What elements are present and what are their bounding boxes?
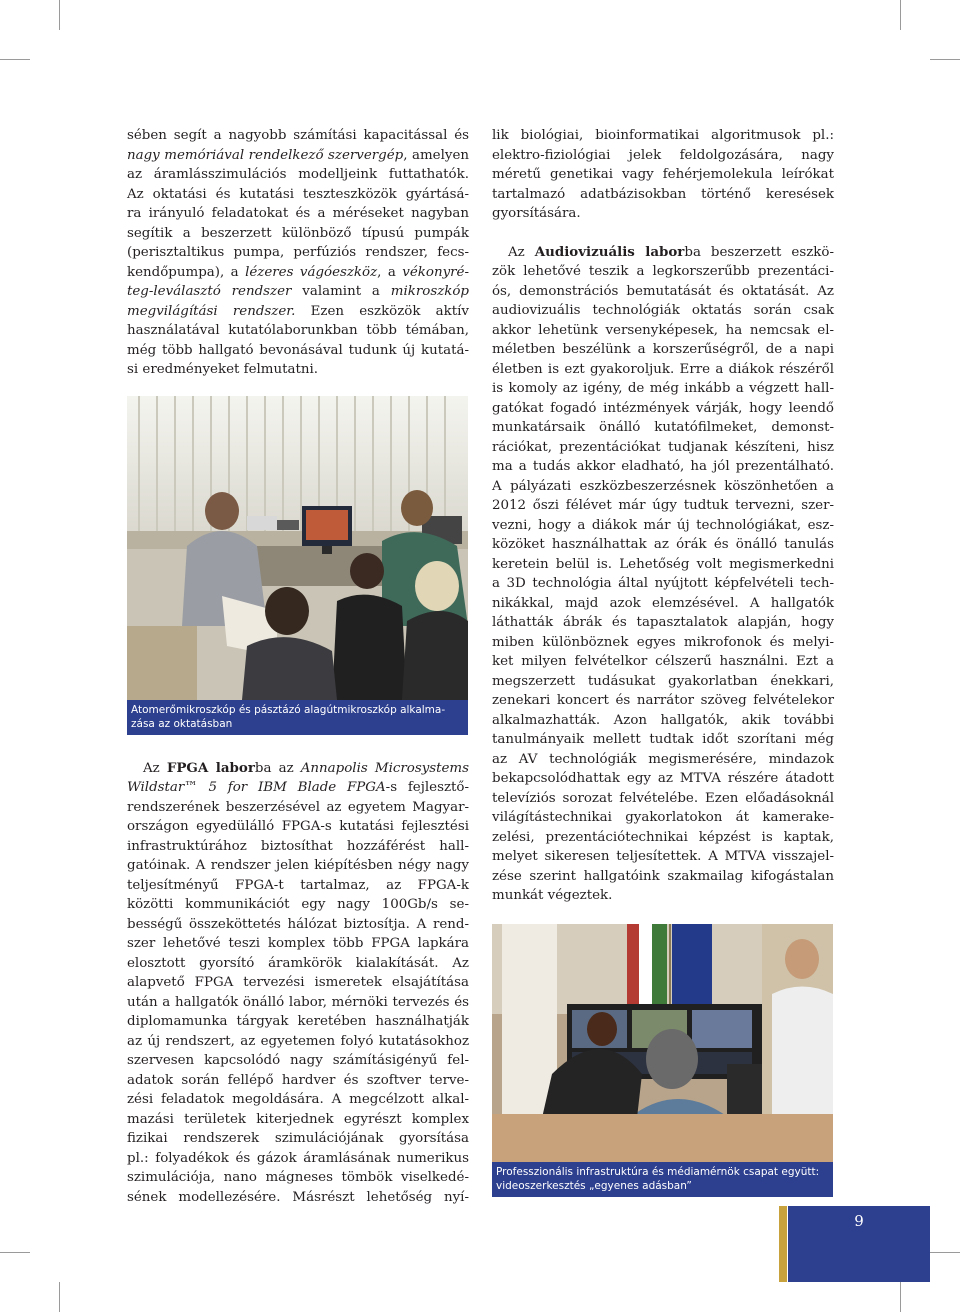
text-line	[127, 954, 469, 974]
text-segment: nikákkal, majd azok elemzésével. A hallgatók	[492, 595, 834, 611]
text-line	[127, 876, 469, 896]
text-line	[492, 750, 834, 770]
text-segment: rendszerének beszerzésével az egyetem Magyar-	[127, 799, 469, 815]
text-segment: is komoly az igény, de még inkább a végzett hall-	[492, 381, 834, 396]
right-column	[492, 126, 834, 1197]
text-segment: segítik a beszerzett különböző típusú pumpák	[127, 225, 469, 241]
text-segment: az AV technológiák megismerésére, mindazok	[492, 751, 834, 767]
text-segment: akkor lehetünk versenyképesek, ha nemcsak el-	[492, 322, 834, 338]
text-line	[127, 1032, 469, 1052]
text-segment: megszerzett tudásukat gyakorlatban énekkari,	[492, 673, 834, 689]
crop-mark-top-right-h	[930, 59, 960, 60]
text-line	[127, 1071, 469, 1091]
text-segment: életben is ezt gyakoroljuk. Erre a diákok részéről	[492, 361, 834, 377]
text-segment: gatókat fogadó intézmények várják, hogy leendő	[492, 400, 834, 416]
italic-text: vékonyré-	[402, 264, 469, 280]
text-line	[492, 594, 834, 614]
text-line	[127, 915, 469, 935]
text-segment: munkát végeztek.	[492, 888, 613, 903]
text-line	[492, 301, 834, 321]
text-segment: ket milyen felvételkor célszerű használni. Ezt a	[492, 654, 834, 669]
text-line	[492, 204, 834, 224]
text-line	[127, 1168, 469, 1188]
text-line	[127, 146, 469, 166]
text-line	[127, 934, 469, 954]
text-line	[492, 769, 834, 789]
text-segment: fizikai rendszerek szimulációjának gyorsítása	[127, 1131, 469, 1146]
text-line	[492, 321, 834, 341]
text-segment: gyorsítására.	[492, 206, 581, 221]
text-segment: szer lehetővé teszi komplex több FPGA lapkára	[127, 936, 469, 951]
crop-mark-bottom-right-h	[930, 1252, 960, 1253]
text-segment: ós, demonstrációs bemutatását és oktatását. Az	[492, 283, 834, 299]
text-line	[492, 535, 834, 555]
text-line	[127, 1129, 469, 1149]
text-line	[492, 126, 834, 146]
left-column	[127, 126, 469, 1207]
text-line	[127, 243, 469, 263]
text-segment: 2012 őszi félévet már úgy tudtuk tervezni, szer-	[492, 498, 834, 513]
text-line	[492, 867, 834, 887]
bold-text: FPGA labor	[166, 759, 255, 776]
text-segment: Ezen eszközök aktív	[295, 303, 469, 319]
text-line	[492, 360, 834, 380]
text-line	[127, 798, 469, 818]
text-line	[127, 321, 469, 341]
text-line	[492, 555, 834, 575]
text-segment: diplomamunka tárgyak keretében használhatják	[127, 1014, 469, 1029]
text-segment: közötti kommunikációt egy nagy 100Gb/s se-	[127, 897, 469, 912]
text-line	[127, 837, 469, 857]
text-line	[492, 711, 834, 731]
av-photo-caption	[492, 1162, 833, 1197]
text-segment: méletben beszélünk a korszerűségről, de a napi	[492, 342, 834, 357]
text-line	[492, 340, 834, 360]
crop-mark-bottom-left-h	[0, 1252, 30, 1253]
text-segment: vezni, hogy a diákok már új technológiákat, esz-	[492, 517, 834, 533]
text-line	[127, 817, 469, 837]
text-line	[127, 224, 469, 244]
text-segment: ba az	[254, 760, 301, 776]
crop-mark-top-left-h	[0, 59, 30, 60]
text-segment: zési feladatok megoldására. A megcélzott alkal-	[127, 1092, 469, 1107]
text-segment: az új rendszert, az egyetemen folyó kutatásokhoz	[127, 1033, 469, 1049]
italic-text: lézeres vágóeszköz	[245, 264, 378, 280]
text-segment: kendőpumpa), a	[127, 264, 246, 280]
text-line	[492, 438, 834, 458]
av-studio-photo	[492, 924, 833, 1162]
text-line	[492, 185, 834, 205]
text-segment: bességű összeköttetés hálózat biztosítja. A rend-	[127, 916, 469, 932]
text-line	[492, 574, 834, 594]
text-segment: tanulmányaik mellett tudtak időt szorítani még	[492, 732, 834, 747]
text-segment: mazási területek kiterjednek egyrészt komplex	[127, 1111, 469, 1127]
text-segment: az áramlásszimulációs modelljeink futtathatók.	[127, 167, 469, 182]
text-line	[492, 418, 834, 438]
page-number: 9	[854, 1212, 864, 1230]
text-line	[492, 691, 834, 711]
left-intro-paragraph	[127, 126, 469, 380]
text-segment: sének modellezésére. Másrészt lehetőség nyí-	[127, 1189, 469, 1205]
text-segment: elektro-fiziológiai jelek feldolgozására, nagy	[492, 147, 834, 163]
text-segment: , a	[377, 264, 403, 280]
text-line	[492, 730, 834, 750]
text-segment: -s fejlesztő-	[385, 780, 469, 795]
text-line	[492, 282, 834, 302]
text-line	[492, 847, 834, 867]
italic-text: Annapolis Microsystems	[300, 760, 470, 776]
text-segment: szimulációja, nano mágneses tömbök viselkedé-	[127, 1170, 469, 1185]
text-line	[127, 263, 469, 283]
text-line	[127, 185, 469, 205]
text-line	[127, 126, 469, 146]
text-segment: alapvető FPGA tervezési ismeretek elsajátítása	[127, 975, 469, 990]
text-line	[492, 262, 834, 282]
italic-text: nagy memóriával rendelkező szervergép	[127, 147, 404, 163]
text-segment: pl.: folyadékok és gázok áramlásának numerikus	[127, 1150, 469, 1166]
text-line	[492, 828, 834, 848]
text-line	[492, 808, 834, 828]
text-line	[127, 973, 469, 993]
text-line	[127, 165, 469, 185]
text-line	[492, 652, 834, 672]
text-line	[127, 1090, 469, 1110]
crop-mark-bottom-right-v	[900, 1282, 901, 1312]
bold-text: Audiovizuális labor	[534, 243, 685, 260]
crop-mark-bottom-left-v	[59, 1282, 60, 1312]
text-line	[127, 204, 469, 224]
text-line	[127, 1012, 469, 1032]
italic-text: Wildstar™ 5 for IBM Blade FPGA	[127, 780, 386, 795]
av-photo-caption-line-2: videoszerkesztés „egyenes adásban”	[496, 1179, 692, 1192]
av-photo-caption-line-1: Professzionális infrastruktúra és médiamérnök csapat együtt:	[496, 1165, 820, 1178]
text-segment: zenekari koncert és narrátor szöveg felvételekor	[492, 693, 834, 708]
text-segment: teljesítményű FPGA-t tartalmaz, az FPGA-k	[127, 877, 469, 893]
text-line	[127, 282, 469, 302]
text-segment: (perisztaltikus pumpa, perfúziós rendszer, fecs-	[127, 245, 469, 260]
page-number-accent-bar	[779, 1206, 787, 1282]
text-segment: alkalmazhatták. Azon hallgatók, akik további	[492, 712, 834, 728]
text-segment: még több hallgató bevonásával tudunk új kutatá-	[127, 342, 469, 358]
text-line	[127, 302, 469, 322]
italic-text: mikroszkóp	[390, 284, 469, 299]
text-segment: gatóinak. A rendszer jelen kiépítésben négy nagy	[127, 858, 469, 873]
italic-text: megvilágítási rendszer.	[127, 303, 296, 319]
right-intro-paragraph	[492, 126, 834, 224]
text-segment: ma a tudás akkor eladható, ha jól prezentálható.	[492, 459, 834, 474]
text-segment: , amelyen	[403, 147, 469, 163]
text-line	[492, 496, 834, 516]
audiovisual-paragraph	[492, 243, 834, 906]
figure-lab-photo	[127, 396, 468, 735]
lab-photo	[127, 396, 468, 700]
text-segment: audiovizuális technológiák oktatás során csak	[492, 303, 834, 318]
text-segment: lik biológiai, bioinformatikai algoritmusok pl.:	[492, 128, 834, 143]
text-line	[127, 1188, 469, 1208]
text-segment: A pályázati eszközbeszerzésnek köszönhetően a	[492, 478, 834, 494]
page-number-box	[788, 1206, 930, 1282]
text-line	[492, 633, 834, 653]
text-line	[127, 1051, 469, 1071]
text-segment: bekapcsolódhattak egy az MTVA részére átadott	[492, 771, 834, 786]
text-line	[127, 341, 469, 361]
text-segment: után a hallgatók önálló labor, mérnöki tervezés és	[127, 994, 469, 1010]
text-line	[127, 778, 469, 798]
text-segment: ba beszerzett eszkö-	[684, 244, 834, 260]
text-segment: ra irányuló feladatokat és a méréseket nagyban	[127, 206, 469, 221]
crop-mark-top-right-v	[900, 0, 901, 30]
text-segment: világítástechnikai gyakorlatokon át kamerake-	[492, 810, 834, 825]
text-segment: a 3D technológia által nyújtott képfelvételi tech-	[492, 576, 834, 591]
text-line	[492, 477, 834, 497]
text-line	[492, 789, 834, 809]
text-segment: használatával kutatólaborunkban több témában,	[127, 323, 469, 338]
text-line	[492, 379, 834, 399]
text-line	[492, 516, 834, 536]
figure-av-photo	[492, 924, 833, 1197]
text-line	[127, 759, 469, 779]
text-line	[127, 360, 469, 380]
text-line	[492, 399, 834, 419]
text-line	[492, 886, 834, 906]
text-segment: keretein belül is. Lehetőség volt megismerkedni	[492, 556, 834, 572]
text-segment: valamint a	[291, 284, 391, 299]
text-line	[492, 165, 834, 185]
text-line	[127, 993, 469, 1013]
text-segment: si eredményeket felmutatni.	[127, 362, 319, 377]
text-segment: melyet sikeresen teljesítettek. A MTVA visszajel-	[492, 849, 834, 864]
text-segment: közöket használhattak az órák és önálló tanulás	[492, 537, 834, 552]
text-line	[492, 457, 834, 477]
text-line	[492, 243, 834, 263]
fpga-paragraph	[127, 759, 469, 1208]
text-segment: zése szerint hallgatóink szakmailag kifogástalan	[492, 868, 834, 884]
text-line	[492, 613, 834, 633]
text-line	[492, 672, 834, 692]
text-segment: elosztott gyorsító áramkörök kialakítását. Az	[127, 955, 469, 971]
text-segment: munkatársaik önálló kutatófilmeket, demonst-	[492, 420, 834, 435]
text-segment: miben különböznek egyes mikrofonok és melyi-	[492, 634, 834, 650]
text-segment: zelési, prezentációtechnikai képzést is kaptak,	[492, 829, 834, 845]
text-segment: országon egyedülálló FPGA-s kutatási fejlesztési	[127, 819, 469, 834]
text-segment: adatok során fellépő hardver és szoftver terve-	[127, 1072, 469, 1088]
text-segment: televíziós sorozat felvételébe. Ezen előadásoknál	[492, 790, 834, 806]
text-segment: méretű genetikai vagy fehérjemolekula leírókat	[492, 167, 834, 182]
crop-mark-top-left-v	[59, 0, 60, 30]
text-segment: Az oktatási és kutatási teszteszközök gyártásá-	[127, 186, 469, 202]
text-segment: infrastruktúrához biztosíthat hozzáférést hall-	[127, 838, 469, 854]
text-line	[127, 856, 469, 876]
text-segment: rációkat, prezentációkat tudjanak készíteni, hisz	[492, 439, 834, 455]
text-segment: Az	[508, 244, 535, 260]
italic-text: teg-leválasztó rendszer	[127, 284, 292, 299]
text-segment: Az	[143, 760, 167, 776]
text-segment: szervesen kapcsolódó nagy számításigényű fel-	[127, 1053, 469, 1068]
text-line	[127, 1110, 469, 1130]
text-segment: láthatták ábrák és tapasztalatok alapján, hogy	[492, 615, 834, 630]
text-line	[492, 146, 834, 166]
text-segment: zök lehetővé teszik a legkorszerűbb prezentáci-	[492, 264, 834, 279]
text-line	[127, 1149, 469, 1169]
text-line	[127, 895, 469, 915]
text-segment: sében segít a nagyobb számítási kapacitással és	[127, 128, 469, 143]
lab-photo-caption: Atomerőmikroszkóp és pásztázó alagútmikroszkóp alkalma-zása az oktatásban	[127, 700, 468, 735]
text-segment: tartalmazó adatbázisokban történő keresések	[492, 186, 834, 202]
